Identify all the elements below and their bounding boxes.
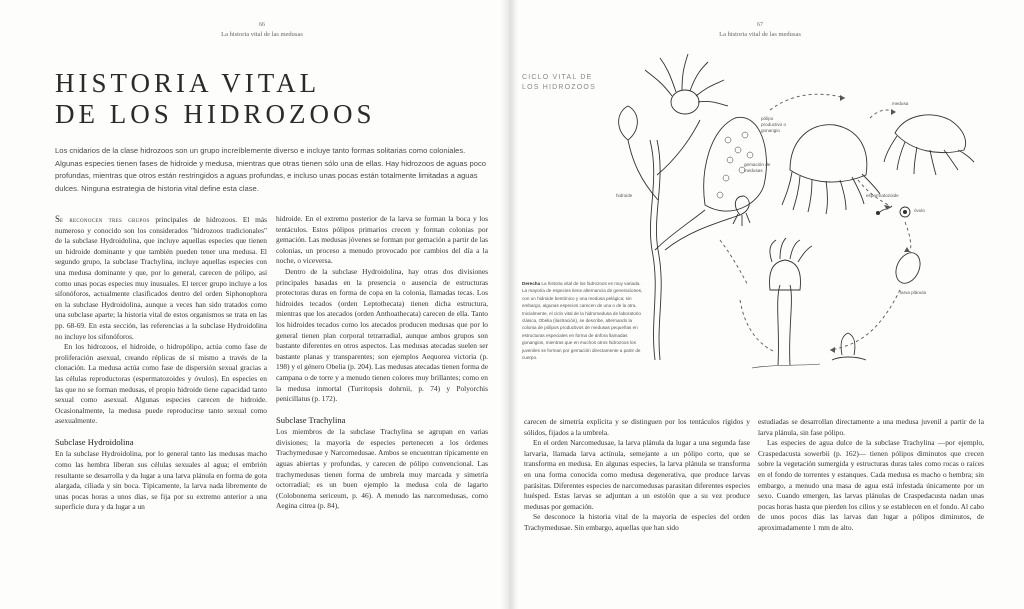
book-gutter: [500, 0, 518, 609]
medusa: [790, 125, 867, 182]
right-running-head: La historia vital de las medusas: [719, 31, 801, 38]
right-page-number: 67: [757, 22, 763, 28]
label-ovulo: óvulo: [914, 208, 925, 213]
column-4-paragraph-2: Las especies de agua dulce de la subclase Trachylina —por ejemplo, Craspedacusta sowerbii (p. 162)— tienen pólipos diminutos que crecen sobre la vegetación sumergida y estructuras duras tales como rocas o raíces en el fondo de torrentes y estanques. Cada medusa es macho o hembra; sin embargo, a menudo una masa de agua está infestada únicamente por un sexo. Cuando emergen, las larvas plánulas de Craspedacusta nadan unas pocas horas hasta que pierden los cilios y se establecen en el fondo. Al cabo de unos pocos días las larvas dan lugar a pólipos diminutos, de aproximadamente 1 mm de alto.: [758, 438, 984, 532]
text-column-4: [758, 417, 984, 534]
label-larva: larva plánula: [900, 290, 927, 295]
intro-paragraph: Los cnidarios de la clase hidrozoos son un grupo increíblemente diverso e incluye tanto formas solitarias como coloniales. Algunas especies tienen fases de hidroide y medusa, mientras que otras tienen sólo una de ellas. Hay hidrozoos de aguas poco profundas, mientras que otros están restringidos a aguas profundas, e incluso unas pocas están totalmente limitadas a aguas dulces. Ninguna estrategia de historia vital define esta clase.: [55, 146, 487, 193]
drop-cap: S: [55, 214, 61, 224]
text-column-2: [276, 214, 488, 512]
label-espermatozoide: espermatozoide: [866, 193, 899, 198]
label-gemacion: gemación de medusas: [744, 162, 771, 173]
column-2-paragraph-2: Dentro de la subclase Hydroidolina, hay otras dos divisiones principales basadas en la presencia o ausencia de estructuras protectoras duras en forma de copa en la colonia, llamadas tecas. Los hidroides tecados (orden Leptothecata) tienen dicha estructura, mientras que los atecados (orden Anthoathecata) carecen de ella. Tanto los hidroides tecados como los atecados producen medusas que por lo general tienen plan corporal tetrarradial, aunque ambos grupos son bastante diferentes en otros aspectos. Las medusas atecadas suelen ser bastante planas y transparentes; son ejemplos Aequorea victoria (p. 198) y el género Obelia (p. 204). Las medusas atecadas tienen forma de campana o de torre y a menudo tienen colores muy brillantes; como en la medusa inmortal (Turritopsis dohrnii, p. 74) y Polyorchis penicillatus (p. 172).: [276, 266, 488, 404]
diagram-caption: Derecha La historia vital de los hidrozoos es muy variada. La mayoría de especies tiene alternancia de generaciones, con un hidroide bentónico y una medusa pelágica; sin embargo, algunas especies carecen de una o de la otra. Inicialmente, el ciclo vital de la hidromedusa de laboratorio clásica, Obelia (ilustración), se describe, alternando la colonia de pólipos productivos de medusas pequeñas en estructuras especiales en forma de ánfora llamadas gonangios, mientras que en muchos otros hidrozoos los juveniles se forman por gemación directamente a partir de cuerpo.: [522, 281, 643, 361]
hydranth: [671, 90, 699, 114]
label-polipo: pólipo productivo o gonangio: [761, 116, 787, 133]
label-medusa: medusa: [892, 101, 909, 106]
label-hidroide: hidroide: [616, 193, 633, 198]
column-1-paragraph-1: Se reconocen tres grupos principales de hidrozoos. El más numeroso y conocido son los considerados "hidrozoos tradicionales" de la subclase Hydroidolina, que incluye aquellas especies que tienen un hidroide dominante y que también pueden tener una medusa. El segundo grupo, la subclase Trachylina, incluye aquellas especies con una medusa dominante y que, por lo general, carecen de pólipo, así como unas pocas especies muy inusuales. El tercer grupo incluye a los sifonóforos, actualmente clasificados dentro del orden Siphonophora en la subclase Hydroidolina, aunque a veces han sido tratados como una subclase aparte; la historia vital de estos organismos se trata en las pp. 68-69. En esta sección, las referencias a la subclase Hydroidolina no incluye los sifonóforos.: [55, 214, 268, 341]
left-running-head: La historia vital de las medusas: [221, 31, 303, 38]
diagram-title-line-1: CICLO VITAL DE: [522, 74, 593, 81]
title-line-2: DE LOS HIDROZOOS: [55, 99, 376, 129]
right-folio: [660, 22, 860, 38]
subheading-hydroidolina: Subclase Hydroidolina: [55, 436, 134, 447]
planula-larva: [891, 249, 924, 287]
column-4-paragraph-1: estudiadas se desarrollan directamente a una medusa juvenil a partir de la larva plánula, sin fase pólipo.: [758, 417, 984, 437]
column-2-paragraph-3: Los miembros de la subclase Trachylina se agrupan en varias divisiones; la mayoría de especies pertenecen a los órdenes Trachymedusae y Narcomedusae. Ambos se encuentran típicamente en aguas abiertas y profundas, y carecen de pólipo convencional. Las trachymedusas tienen forma de umbrela muy marcada y simetría octorradial; es un buen ejemplo la medusa cola de lagarto (Colobonema sericeum, p. 46). A menudo las narcomedusas, como Aegina citrea (p. 84),: [276, 427, 488, 511]
text-column-1: [55, 214, 267, 513]
lead-in: e reconocen tres grupos: [60, 215, 150, 224]
column-1-paragraph-2: En los hidrozoos, el hidroide, o hidropólipo, actúa como fase de proliferación asexual, creando réplicas de sí mismo a través de la clonación. La medusa actúa como fase de dispersión sexual gracias a las células reproductoras (espermatozoides y óvulos). En especies en las que no se forman medusas, el propio hidroide tiene capacidad tanto sexual como asexual. Algunas especies carecen de hidroide. Ocasionalmente, la medusa puede reproducirse tanto sexual como asexualmente.: [55, 342, 267, 426]
diagram-title-line-2: LOS HIDROZOOS: [522, 84, 596, 91]
hydroid-stem: [650, 140, 655, 360]
column-2-paragraph-1: hidroide. En el extremo posterior de la larva se forman la boca y los tentáculos. Estos pólipos primarios crecen y forman colonias por gemación. Las medusas jóvenes se forman por gemación a partir de las colonias, un proceso a menudo provocado por cambios del día a la noche, o viceversa.: [276, 214, 488, 266]
column-3-paragraph-2: En el orden Narcomedusae, la larva plánula da lugar a una segunda fase larvaria, llamada larva actínula, semejante a un pólipo corto, que se transforma en medusa. En algunas especies, la larva plánula se transforma en una forma conocida como medusa degenerativa, que produce larvas parásitas. Diferentes especies de narcomedusas parasitan diferentes especies huésped. Estas larvas se adjuntan a un estolón que a su vez produce medusas por gemación.: [524, 438, 750, 511]
column-1-paragraph-3: En la subclase Hydroidolina, por lo general tanto las medusas macho como las hembra liberan sus células sexuales al agua; el embrión resultante se desarrolla y da lugar a una larva plánula en forma de gota alargada, ciliada y sin boca. Típicamente, la larva nada libremente de unas pocas horas a unos días, se fija por su extremo anterior a una superficie dura y da lugar a un: [55, 449, 267, 512]
column-3-paragraph-1: carecen de simetría explícita y se distinguen por los tentáculos rígidos y sólidos, fijados a la umbrela.: [524, 417, 750, 437]
left-page-number: 66: [259, 22, 265, 28]
left-folio: [162, 22, 362, 38]
primary-polyp: [778, 285, 792, 365]
caption-lead: Derecha: [522, 281, 541, 286]
page-title: [55, 68, 376, 130]
title-line-1: HISTORIA VITAL: [55, 68, 321, 98]
subheading-trachylina: Subclase Trachylina: [276, 414, 346, 425]
text-column-3: [524, 417, 750, 534]
column-3-paragraph-3: Se desconoce la historia vital de la mayoría de especies del orden Trachymedusae. Sin embargo, aquellas que han sido: [524, 512, 750, 532]
